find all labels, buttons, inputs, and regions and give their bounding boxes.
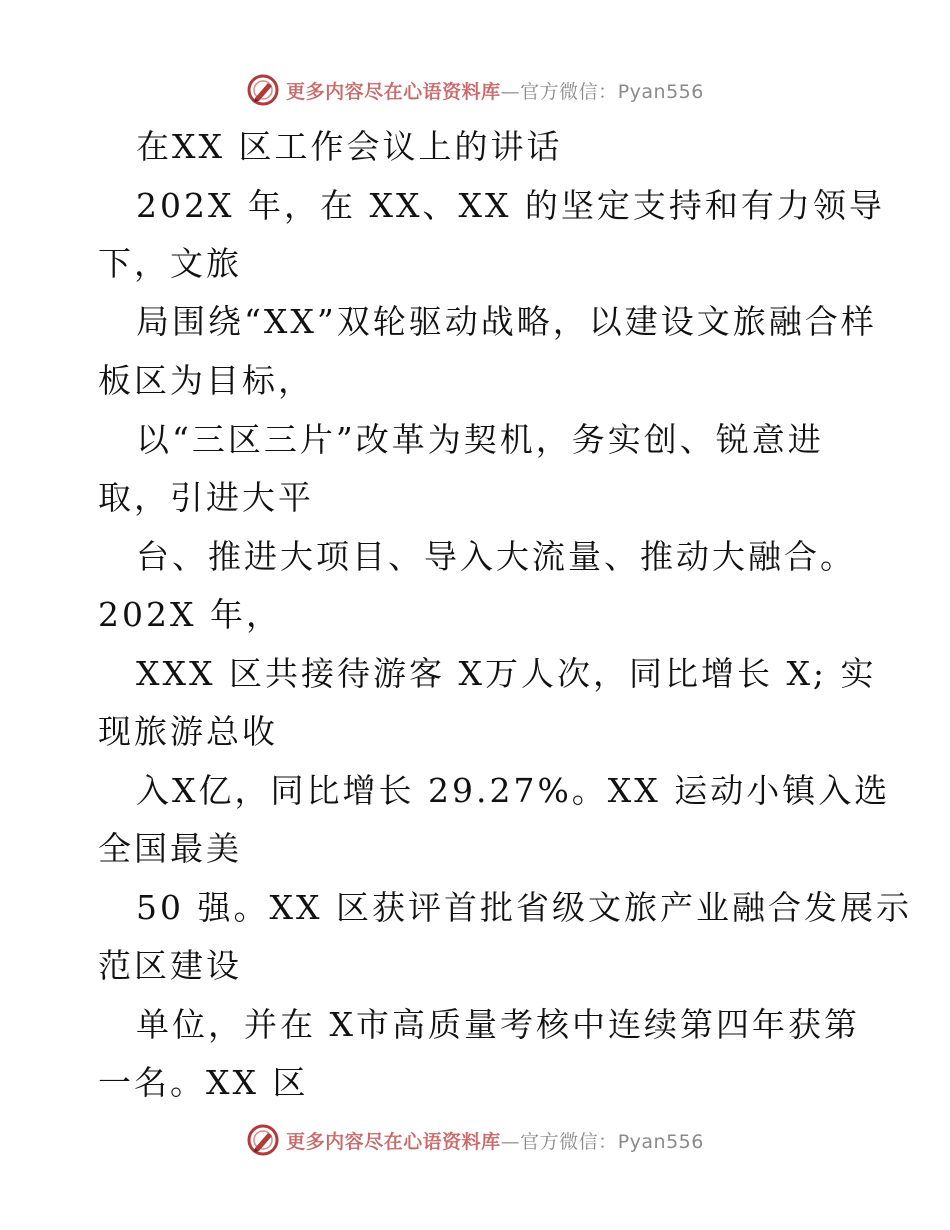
text-line: 现旅游总收 [98, 712, 278, 751]
text-line: 入X亿，同比增长 29.27%。XX 运动小镇入选 [136, 771, 891, 810]
text-line: 202X 年，在 XX、XX 的坚定支持和有力领导 [136, 186, 885, 225]
text-line: 单位，并在 X市高质量考核中连续第四年获第 [136, 1005, 860, 1044]
text-line: 一名。XX 区 [98, 1063, 309, 1102]
text-line: 台、推进大项目、导入大流量、推动大融合。 [136, 537, 856, 576]
text-line: 以“三区三片”改革为契机，务实创、锐意进 [136, 420, 824, 459]
footer-watermark [0, 1120, 950, 1160]
header-watermark [0, 70, 950, 110]
text-line: 全国最美 [98, 829, 242, 868]
watermark-text: 更多内容尽在心语资料库—官方微信：Pyan556 [286, 1130, 704, 1153]
watermark-text: 更多内容尽在心语资料库—官方微信：Pyan556 [286, 80, 704, 103]
text-line: 取，引进大平 [98, 478, 314, 517]
pen-logo-icon [246, 73, 280, 107]
text-line: 板区为目标， [98, 361, 314, 400]
text-line: 局围绕“XX”双轮驱动战略，以建设文旅融合样 [136, 302, 877, 341]
text-line: 下，文旅 [98, 244, 242, 283]
text-line: 50 强。XX 区获评首批省级文旅产业融合发展示 [136, 888, 912, 927]
text-line: 范区建设 [98, 946, 242, 985]
pen-logo-icon [246, 1123, 280, 1157]
text-line: 202X 年， [98, 595, 282, 634]
text-line: 在XX 区工作会议上的讲话 [136, 127, 563, 166]
text-line: XXX 区共接待游客 X万人次，同比增长 X; 实 [136, 654, 877, 693]
